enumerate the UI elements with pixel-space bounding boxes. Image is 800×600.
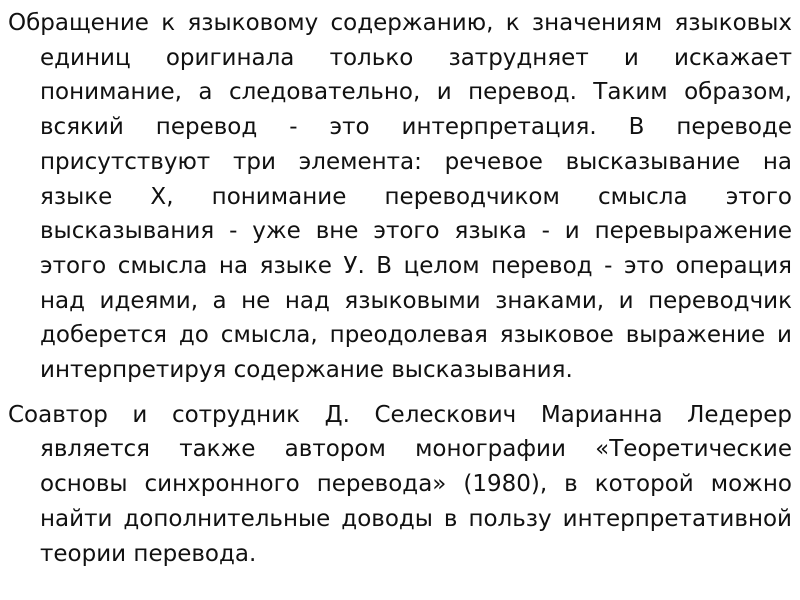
paragraph-lederer: Соавтор и сотрудник Д. Селескович Марианна Ледерер является также автором монографии «Теоретические основы синхронного перевода» (1980), в которой можно найти дополнительные доводы в пользу интерпретативной теории перевода. — [8, 401, 792, 567]
paragraph-interpretation: Обращение к языковому содержанию, к значениям языковых единиц оригинала только затрудняет и искажает понимание, а следовательно, и перевод. Таким образом, всякий перевод - это интерпретация. В переводе присутствуют три элемента: речевое высказывание на языке Х, понимание переводчиком смысла этого высказывания - уже вне этого языка - и перевыражение этого смысла на языке У. В целом перевод - это операция над идеями, а не над языковыми знаками, и переводчик доберется до смысла, преодолевая языковое выражение и интерпретируя содержание высказывания. — [8, 10, 792, 384]
